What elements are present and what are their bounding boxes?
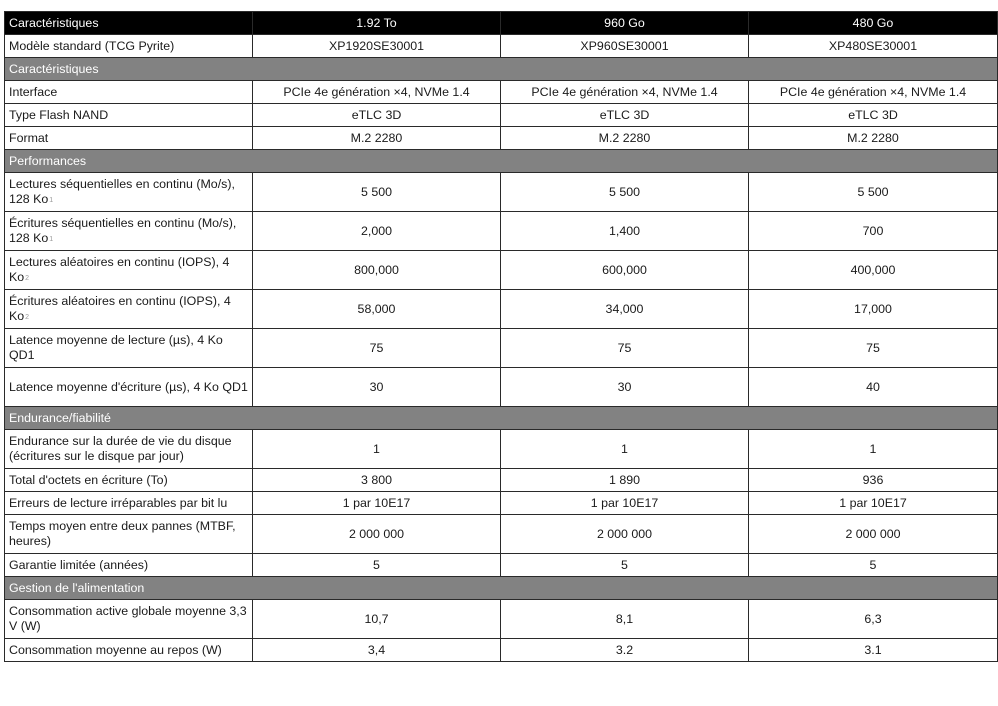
row-label-cell	[5, 639, 253, 662]
value-480: 1	[749, 430, 998, 469]
header-row	[5, 12, 998, 35]
value-960: 1	[501, 430, 749, 469]
value-960: 3.2	[501, 639, 749, 662]
value-1920: eTLC 3D	[253, 104, 501, 127]
spec-row	[5, 515, 998, 554]
section-title: Caractéristiques	[5, 58, 998, 81]
row-label-cell	[5, 212, 253, 251]
spec-row	[5, 554, 998, 577]
row-label: Modèle standard (TCG Pyrite)	[5, 35, 253, 58]
value-1920: 58,000	[253, 290, 501, 329]
row-label-cell	[5, 104, 253, 127]
value-480: eTLC 3D	[749, 104, 998, 127]
value-960: 8,1	[501, 600, 749, 639]
value-1920: 30	[253, 368, 501, 407]
value-480: 5	[749, 554, 998, 577]
value-480: 40	[749, 368, 998, 407]
value-1920: 800,000	[253, 251, 501, 290]
spec-row	[5, 329, 998, 368]
value-960: 30	[501, 368, 749, 407]
value-960: PCIe 4e génération ×4, NVMe 1.4	[501, 81, 749, 104]
spec-row	[5, 469, 998, 492]
spec-table	[4, 11, 998, 662]
column-header-960: 960 Go	[501, 12, 749, 35]
spec-row	[5, 430, 998, 469]
row-label: Type Flash NAND	[9, 107, 109, 122]
value-480: 5 500	[749, 173, 998, 212]
section-header-endurance-fiabilite	[5, 407, 998, 430]
spec-row	[5, 127, 998, 150]
row-label: Format	[9, 130, 49, 145]
value-960: 1 890	[501, 469, 749, 492]
column-header-480: 480 Go	[749, 12, 998, 35]
section-title: Gestion de l'alimentation	[5, 577, 998, 600]
spec-row	[5, 81, 998, 104]
section-title: Endurance/fiabilité	[5, 407, 998, 430]
value-1920: 3 800	[253, 469, 501, 492]
row-label: Interface	[9, 84, 58, 99]
value-960: 1,400	[501, 212, 749, 251]
column-header-1920: 1.92 To	[253, 12, 501, 35]
value-480: 700	[749, 212, 998, 251]
value-480: 936	[749, 469, 998, 492]
row-label: Endurance sur la durée de vie du disque (écritures sur le disque par jour)	[9, 434, 232, 463]
value-480: M.2 2280	[749, 127, 998, 150]
model-row	[5, 35, 998, 58]
spec-row	[5, 368, 998, 407]
value-1920: 75	[253, 329, 501, 368]
row-label-cell	[5, 290, 253, 329]
footnote-marker: 2	[25, 313, 30, 321]
model-value-480: XP480SE30001	[749, 35, 998, 58]
row-label: Garantie limitée (années)	[9, 557, 149, 572]
section-header-gestion-de-l-alimentation	[5, 577, 998, 600]
value-960: 5 500	[501, 173, 749, 212]
footnote-marker: 1	[49, 235, 54, 243]
spec-row	[5, 639, 998, 662]
value-960: 2 000 000	[501, 515, 749, 554]
value-960: 5	[501, 554, 749, 577]
row-label-cell	[5, 173, 253, 212]
spec-row	[5, 212, 998, 251]
row-label: Total d'octets en écriture (To)	[9, 472, 168, 487]
value-960: 34,000	[501, 290, 749, 329]
section-title: Performances	[5, 150, 998, 173]
row-label-cell	[5, 492, 253, 515]
section-header-performances	[5, 150, 998, 173]
spec-row	[5, 600, 998, 639]
model-value-1920: XP1920SE30001	[253, 35, 501, 58]
value-480: 17,000	[749, 290, 998, 329]
value-480: 1 par 10E17	[749, 492, 998, 515]
row-label: Lectures aléatoires en continu (IOPS), 4 Ko	[9, 254, 230, 284]
value-480: 6,3	[749, 600, 998, 639]
row-label-cell	[5, 469, 253, 492]
row-label: Latence moyenne d'écriture (µs), 4 Ko QD1	[9, 379, 248, 394]
row-label-cell	[5, 251, 253, 290]
value-960: 600,000	[501, 251, 749, 290]
value-960: eTLC 3D	[501, 104, 749, 127]
row-label-cell	[5, 368, 253, 407]
spec-row	[5, 492, 998, 515]
spec-row	[5, 173, 998, 212]
value-1920: 5 500	[253, 173, 501, 212]
value-960: 1 par 10E17	[501, 492, 749, 515]
value-480: 400,000	[749, 251, 998, 290]
row-label: Écritures aléatoires en continu (IOPS), 4 Ko	[9, 293, 231, 323]
value-480: 3.1	[749, 639, 998, 662]
value-1920: 1 par 10E17	[253, 492, 501, 515]
value-1920: 3,4	[253, 639, 501, 662]
row-label-cell	[5, 600, 253, 639]
row-label-cell	[5, 554, 253, 577]
value-1920: 2,000	[253, 212, 501, 251]
row-label-cell	[5, 515, 253, 554]
row-label-cell	[5, 329, 253, 368]
row-label: Temps moyen entre deux pannes (MTBF, heures)	[9, 519, 236, 548]
value-480: 75	[749, 329, 998, 368]
row-label: Consommation moyenne au repos (W)	[9, 642, 222, 657]
value-1920: PCIe 4e génération ×4, NVMe 1.4	[253, 81, 501, 104]
value-480: 2 000 000	[749, 515, 998, 554]
header-label: Caractéristiques	[5, 12, 253, 35]
spec-row	[5, 290, 998, 329]
value-1920: 5	[253, 554, 501, 577]
footnote-marker: 1	[49, 196, 54, 204]
row-label: Erreurs de lecture irréparables par bit lu	[9, 495, 228, 510]
value-960: 75	[501, 329, 749, 368]
row-label-cell	[5, 127, 253, 150]
value-1920: 10,7	[253, 600, 501, 639]
row-label: Latence moyenne de lecture (µs), 4 Ko QD1	[9, 333, 223, 362]
row-label: Consommation active globale moyenne 3,3 V (W)	[9, 604, 247, 633]
row-label: Lectures séquentielles en continu (Mo/s), 128 Ko	[9, 176, 235, 206]
value-1920: M.2 2280	[253, 127, 501, 150]
spec-row	[5, 251, 998, 290]
value-1920: 2 000 000	[253, 515, 501, 554]
row-label: Écritures séquentielles en continu (Mo/s), 128 Ko	[9, 215, 237, 245]
row-label-cell	[5, 430, 253, 469]
spec-row	[5, 104, 998, 127]
model-value-960: XP960SE30001	[501, 35, 749, 58]
section-header-caracteristiques	[5, 58, 998, 81]
value-1920: 1	[253, 430, 501, 469]
row-label-cell	[5, 81, 253, 104]
value-480: PCIe 4e génération ×4, NVMe 1.4	[749, 81, 998, 104]
value-960: M.2 2280	[501, 127, 749, 150]
footnote-marker: 2	[25, 274, 30, 282]
